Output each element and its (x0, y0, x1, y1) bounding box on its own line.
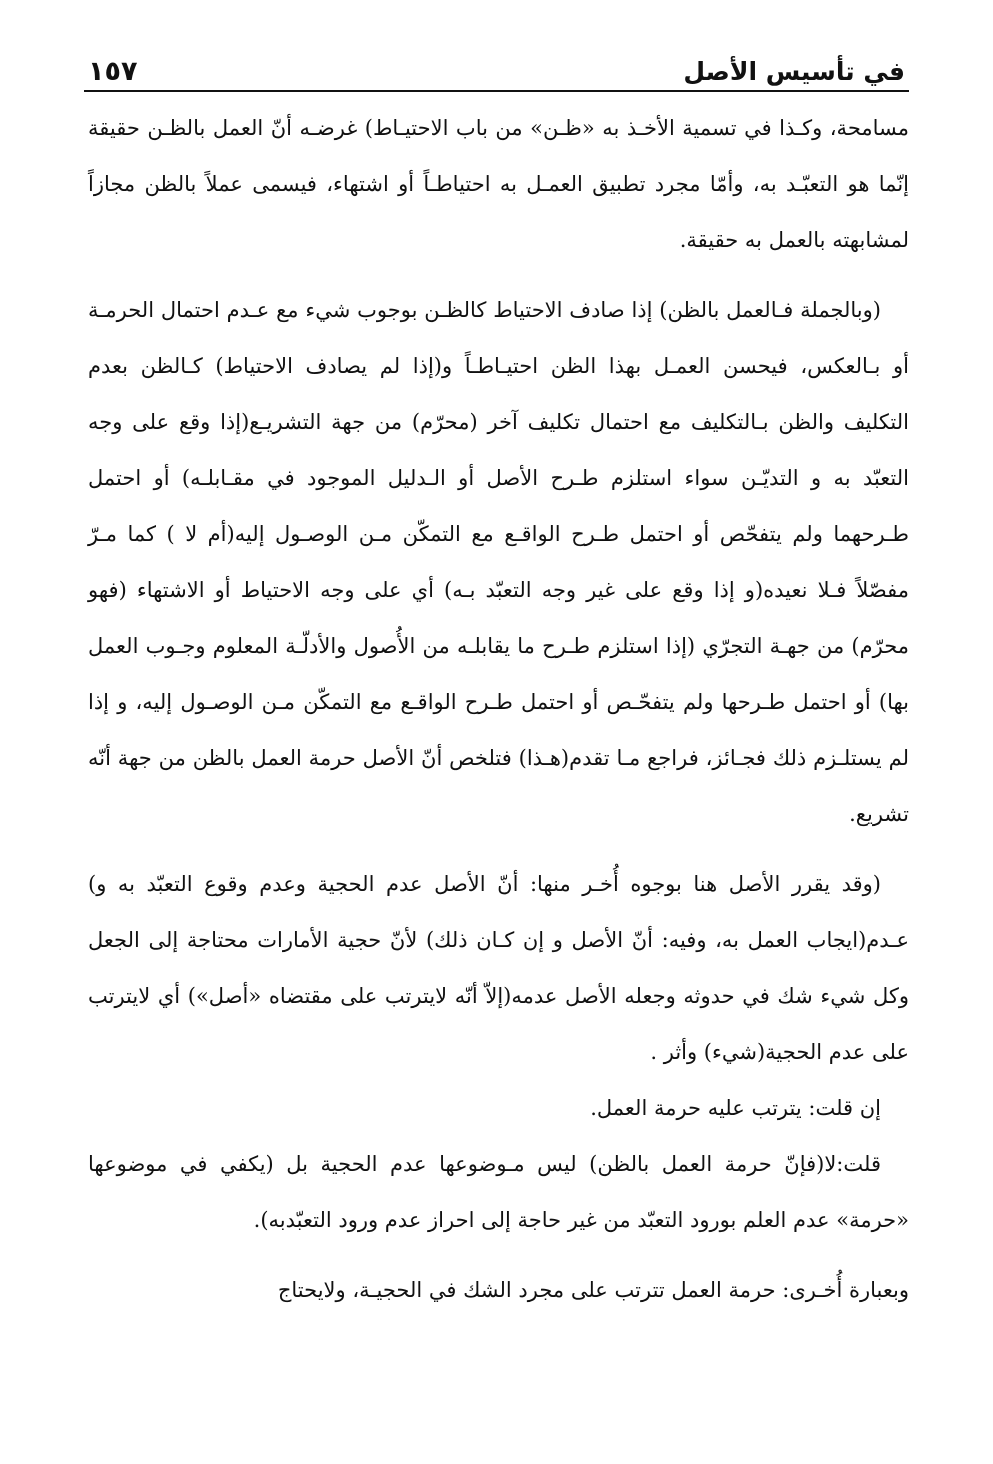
page-number: ١٥٧ (88, 56, 138, 87)
paragraph-6: وبعبارة أُخـرى: حرمة العمل تترتب على مجرد الشك في الحجيـة، ولايحتاج (277, 1278, 909, 1302)
paragraph-5: قلت:لا(فإنّ حرمة العمل بالظن) ليس مـوضوعها عدم الحجية بل (يكفي في موضوعها «حرمة» عدم العلم بورود التعبّد من غير حاجة إلى احراز عدم ورود التعبّدبه). (88, 1152, 909, 1232)
header-rule (84, 90, 909, 92)
body-text (88, 100, 909, 1318)
paragraph-1: مسامحة، وكـذا في تسمية الأخـذ به «ظـن» من باب الاحتيـاط) غرضـه أنّ العمل بالظـن حقيقة إنّما هو التعبّـد به، وأمّا مجرد تطبيق العمـل به احتياطـاً أو اشتهاء، فيسمى عملاً بالظن مجازاً لمشابهته بالعمل به حقيقة. (88, 116, 909, 252)
running-head-title: في تأسيس الأصل (683, 57, 905, 86)
paragraph-2: (وبالجملة فـالعمل بالظن) إذا صادف الاحتياط كالظـن بوجوب شيء مع عـدم احتمال الحرمـة أو بـالعكس، فيحسن العمـل بهذا الظن احتيـاطـاً و(إذا لم يصادف الاحتياط) كـالظن بعدم التكليف والظن بـالتكليف مع احتمال تكليف آخر (محرّم) من جهة التشريـع(إذا وقع على وجه التعبّد به و التديّـن سواء استلزم طـرح الأصل أو الـدليل الموجود في مقـابلـه) أو احتمل طـرحهما ولم يتفحّص أو احتمل طـرح الواقـع مع التمكّن مـن الوصـول إليه(أم لا ) كما مـرّ مفصّلاً فـلا نعيده(و إذا وقع على غير وجه التعبّد بـه) أي على وجه الاحتياط أو الاشتهاء (فهو محرّم) من جهـة التجرّي (إذا استلزم طـرح ما يقابلـه من الأُصول والأدلّـة المعلوم وجـوب العمل بها) أو احتمل طـرحها ولم يتفحّـص أو احتمل طـرح الواقـع مع التمكّن مـن الوصـول إليه، و إذا لم يستلـزم ذلك فجـائز، فراجع مـا تقدم(هـذا) فتلخص أنّ الأصل حرمة العمل بالظن من جهة أنّه تشريع. (88, 298, 909, 826)
paragraph-4: إن قلت: يترتب عليه حرمة العمل. (590, 1096, 881, 1120)
paragraph-3: (وقد يقرر الأصل هنا بوجوه أُخـر منها: أنّ الأصل عدم الحجية وعدم وقوع التعبّد به و) عـدم(ايجاب العمل به، وفيه: أنّ الأصل و إن كـان ذلك) لأنّ حجية الأمارات محتاجة إلى الجعل وكل شيء شك في حدوثه وجعله الأصل عدمه(إلاّ أنّه لايترتب على مقتضاه «أصل») أي لايترتب على عدم الحجية(شيء) وأثر . (88, 872, 909, 1064)
page-header (88, 38, 905, 90)
